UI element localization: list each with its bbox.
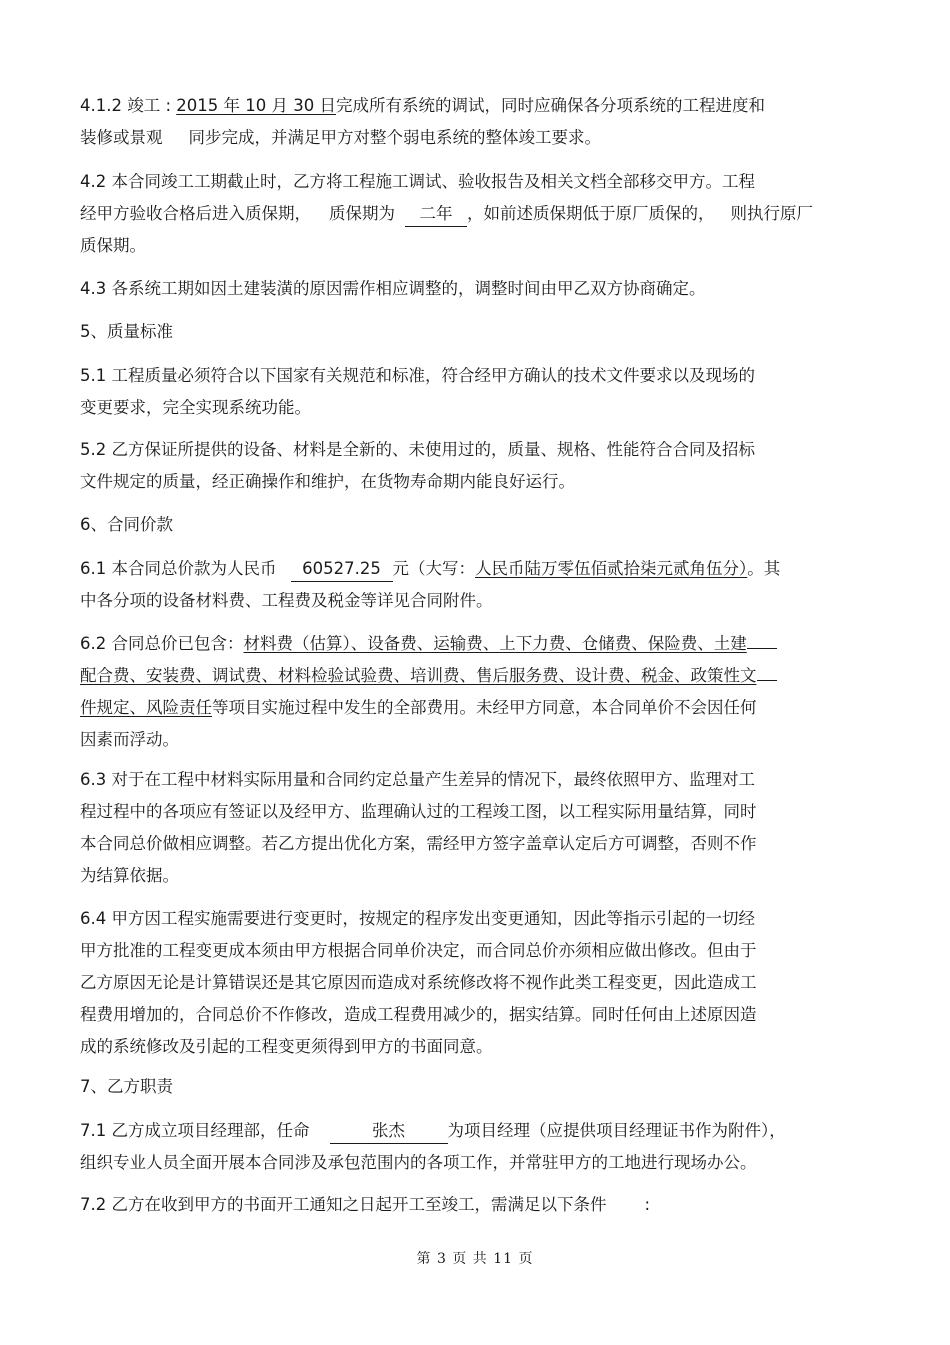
section-title: 6、合同价款 <box>80 515 173 534</box>
clause-6-1 <box>80 553 890 617</box>
clause-text: 装修或景观 <box>80 128 163 147</box>
included-costs: 配合费、安装费、调试费、材料检验试验费、培训费、售后服务费、设计费、税金、政策性文 <box>80 666 757 685</box>
clause-text: 5.2 乙方保证所提供的设备、材料是全新的、未使用过的，质量、规格、性能符合合同及招标 <box>80 440 755 459</box>
clause-4-1-2 <box>80 90 890 154</box>
clause-text: 5.1 工程质量必须符合以下国家有关规范和标准，符合经甲方确认的技术文件要求以及现场的 <box>80 366 755 385</box>
section-title: 5、质量标准 <box>80 322 173 341</box>
clause-text: 元（大写： <box>392 559 475 578</box>
section-heading-7 <box>80 1071 890 1103</box>
clause-text: 7.1 乙方成立项目经理部，任命 <box>80 1121 310 1140</box>
clause-7-1 <box>80 1115 890 1179</box>
clause-text: 变更要求，完全实现系统功能。 <box>80 398 311 417</box>
clause-text: 成的系统修改及引起的工程变更须得到甲方的书面同意。 <box>80 1037 493 1056</box>
clause-4-3 <box>80 273 890 305</box>
section-heading-6 <box>80 509 890 541</box>
clause-text: 。其 <box>747 559 781 578</box>
included-costs: 材料费（估算）、设备费、运输费、上下力费、仓储费、保险费、土建 <box>243 634 747 653</box>
clause-text: 为项目经理（应提供项目经理证书作为附件）， <box>447 1121 786 1140</box>
included-costs: 件规定、风险责任 <box>80 698 212 717</box>
clause-text: 6.4 甲方因工程实施需要进行变更时，按规定的程序发出变更通知，因此等指示引起的一切经 <box>80 909 755 928</box>
clause-6-2 <box>80 628 890 756</box>
section-title: 7、乙方职责 <box>80 1077 173 1096</box>
clause-text: 4.2 本合同竣工工期截止时，乙方将工程施工调试、验收报告及相关文档全部移交甲方。工程 <box>80 172 755 191</box>
clause-text: 6.3 对于在工程中材料实际用量和合同约定总量产生差异的情况下，最终依照甲方、监理对工 <box>80 770 755 789</box>
clause-text: 等项目实施过程中发生的全部费用。未经甲方同意，本合同单价不会因任何 <box>212 698 757 717</box>
clause-5-2 <box>80 434 890 498</box>
underline-extension <box>747 648 777 649</box>
clause-text: 中各分项的设备材料费、工程费及税金等详见合同附件。 <box>80 591 493 610</box>
clause-text: 4.1.2 竣工 : <box>80 96 177 115</box>
section-heading-5 <box>80 316 890 348</box>
clause-text: 完成所有系统的调试，同时应确保各分项系统的工程进度和 <box>336 96 765 115</box>
clause-text: 乙方原因无论是计算错误还是其它原因而造成对系统修改将不视作此类工程变更，因此造成工 <box>80 973 757 992</box>
clause-text: 质保期。 <box>80 236 146 255</box>
warranty-period: 二年 <box>405 202 467 227</box>
clause-text: 甲方批准的工程变更成本须由甲方根据合同单价决定，而合同总价亦须相应做出修改。但由于 <box>80 941 757 960</box>
clause-text: 程过程中的各项应有签证以及经甲方、监理确认过的工程竣工图，以工程实际用量结算，同时 <box>80 802 757 821</box>
clause-text: 因素而浮动。 <box>80 730 179 749</box>
clause-text: 4.3 各系统工期如因土建装潢的原因需作相应调整的，调整时间由甲乙双方协商确定。 <box>80 279 706 298</box>
clause-text: 程费用增加的，合同总价不作修改，造成工程费用减少的，据实结算。同时任何由上述原因造 <box>80 1005 757 1024</box>
clause-text: 经甲方验收合格后进入质保期， <box>80 204 311 223</box>
clause-text: 质保期为 <box>329 204 395 223</box>
clause-text: 7.2 乙方在收到甲方的书面开工通知之日起开工至竣工，需满足以下条件 <box>80 1195 607 1214</box>
clause-text: 文件规定的质量，经正确操作和维护，在货物寿命期内能良好运行。 <box>80 472 575 491</box>
clause-7-2 <box>80 1189 890 1221</box>
project-manager-name: 张杰 <box>330 1119 448 1144</box>
clause-6-4 <box>80 903 890 1063</box>
clause-text: ，如前述质保期低于原厂质保的， <box>467 204 715 223</box>
clause-text: 6.2 合同总价已包含： <box>80 634 244 653</box>
clause-text: 为结算依据。 <box>80 866 179 885</box>
completion-date: 2015 年 10 月 30 日 <box>176 96 336 115</box>
clause-4-2 <box>80 166 890 262</box>
clause-text: 6.1 本合同总价款为人民币 <box>80 559 277 578</box>
clause-6-3 <box>80 764 890 892</box>
clause-text: 则执行原厂 <box>730 204 813 223</box>
page-number-footer: 第 3 页 共 11 页 <box>416 1251 534 1267</box>
contract-amount: 60527.25 <box>291 557 393 582</box>
clause-5-1 <box>80 360 890 424</box>
amount-in-words: 人民币陆万零伍佰贰拾柒元贰角伍分） <box>475 559 748 578</box>
clause-text: 同步完成，并满足甲方对整个弱电系统的整体竣工要求。 <box>188 128 601 147</box>
clause-text: : <box>644 1195 651 1214</box>
clause-text: 组织专业人员全面开展本合同涉及承包范围内的各项工作，并常驻甲方的工地进行现场办公。 <box>80 1153 757 1172</box>
clause-text: 本合同总价做相应调整。若乙方提出优化方案，需经甲方签字盖章认定后方可调整，否则不作 <box>80 834 757 853</box>
underline-extension <box>757 680 777 681</box>
